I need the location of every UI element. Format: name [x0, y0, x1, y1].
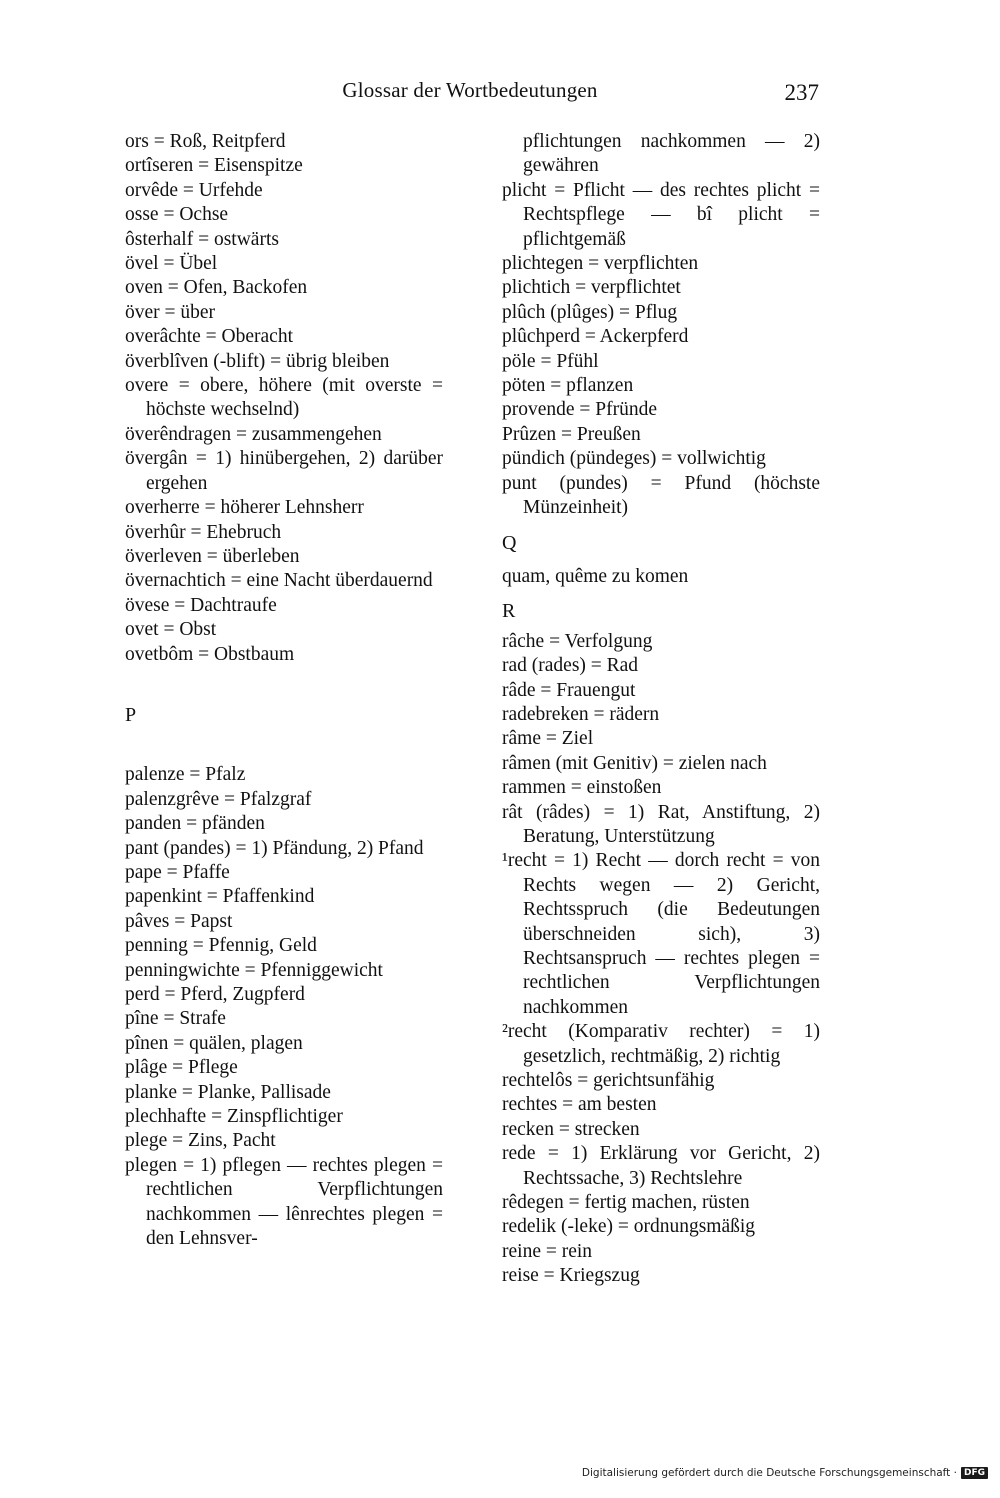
glossary-entry: papenkint = Pfaffenkind [125, 886, 315, 908]
glossary-entry: palenze = Pfalz [125, 764, 246, 786]
glossary-entry: plechhafte = Zinspflichtiger [125, 1106, 343, 1128]
glossary-entry: panden = pfänden [125, 813, 265, 835]
glossary-entry: ortîseren = Eisenspitze [125, 155, 303, 177]
glossary-entry: pape = Pfaffe [125, 861, 230, 883]
glossary-entry: redelik (-leke) = ordnungsmäßig [502, 1216, 756, 1238]
section-letter-heading: R [502, 600, 516, 623]
glossary-entry: rechtelôs = gerichtsunfähig [502, 1070, 715, 1092]
glossary-entry: rât (râdes) = 1) Rat, Anstiftung, 2) Beratung, Unterstützung [502, 801, 820, 847]
glossary-entry: rammen = einstoßen [502, 777, 662, 799]
glossary-entry: penning = Pfennig, Geld [125, 935, 317, 957]
glossary-entry: pâves = Papst [125, 910, 233, 932]
glossary-entry: plâge = Pflege [125, 1057, 238, 1079]
glossary-entry: plegen = 1) pflegen — rechtes plegen = rechtlichen Verpflichtungen nachkommen — lênrechtes plegen = den Lehnsver- [125, 1154, 443, 1250]
dfg-logo: DFG [961, 1467, 988, 1479]
glossary-entry: plicht = Pflicht — des rechtes plicht = Rechtspflege — bî plicht = pflichtgemäß [502, 179, 820, 250]
running-header-title: Glossar der Wortbedeutungen [342, 78, 598, 102]
glossary-entry: överêndragen = zusammengehen [125, 423, 382, 445]
glossary-entry: reise = Kriegszug [502, 1265, 640, 1287]
glossary-entry: plûch (plûges) = Pflug [502, 301, 678, 323]
glossary-entry: övernachtich = eine Nacht überdauernd [125, 570, 433, 592]
glossary-entry: râche = Verfolgung [502, 630, 653, 652]
glossary-entry: overâchte = Oberacht [125, 326, 293, 348]
footer-credit-text: Digitalisierung gefördert durch die Deutsche Forschungsgemeinschaft · [581, 1467, 957, 1479]
glossary-entry: osse = Ochse [125, 204, 229, 226]
glossary-entry: överblîven (-blift) = übrig bleiben [125, 350, 390, 372]
glossary-entry: reine = rein [502, 1240, 593, 1262]
glossary-entry: plege = Zins, Pacht [125, 1130, 276, 1152]
glossary-entry: ¹recht = 1) Recht — dorch recht = von Rechts wegen — 2) Gericht, Rechtsspruch (die Bedeutungen überschneiden sich), 3) Rechtsanspruch — rechtes plegen = rechtlichen Verpflichtungen nachkommen [502, 850, 820, 1018]
glossary-entry: övel = Übel [125, 253, 218, 275]
glossary-entry: överleven = überleben [125, 545, 300, 567]
glossary-entry: oven = Ofen, Backofen [125, 277, 308, 299]
section-letter-heading: P [125, 703, 137, 726]
glossary-entry: pöten = pflanzen [502, 375, 634, 397]
glossary-entry: plûchperd = Ackerpferd [502, 326, 689, 348]
glossary-entry: overe = obere, höhere (mit overste = höchste wechselnd) [125, 375, 443, 421]
glossary-entry: perd = Pferd, Zugpferd [125, 984, 305, 1005]
glossary-entry: rad (rades) = Rad [502, 655, 639, 677]
glossary-column-right [502, 130, 820, 1289]
glossary-entry: över = über [125, 301, 216, 323]
glossary-entry: övergân = 1) hinübergehen, 2) darüber ergehen [125, 448, 443, 494]
glossary-entry: quam, quême zu komen [502, 565, 689, 587]
glossary-entry: planke = Planke, Pallisade [125, 1081, 331, 1103]
glossary-entry: pînen = quälen, plagen [125, 1032, 303, 1054]
glossary-entry: râme = Ziel [502, 728, 594, 750]
glossary-entry: Prûzen = Preußen [502, 423, 641, 445]
glossary-entry: palenzgrêve = Pfalzgraf [125, 788, 312, 810]
section-letter-heading: Q [502, 531, 517, 554]
glossary-entry: överhûr = Ehebruch [125, 521, 282, 543]
glossary-entry: overherre = höherer Lehnsherr [125, 497, 364, 519]
glossary-entry: plichtegen = verpflichten [502, 253, 699, 275]
glossary-entry: recken = strecken [502, 1118, 640, 1140]
glossary-entry: pîne = Strafe [125, 1008, 226, 1030]
digitization-footer [582, 1467, 988, 1479]
glossary-entry: orvêde = Urfehde [125, 179, 263, 201]
glossary-entry: rêdegen = fertig machen, rüsten [502, 1192, 750, 1214]
glossary-entry: pündich (pündeges) = vollwichtig [502, 448, 766, 470]
glossary-entry-continuation: pflichtungen nachkommen — 2) gewähren [523, 131, 820, 177]
glossary-entry: râde = Frauengut [502, 679, 636, 701]
glossary-entry: pöle = Pfühl [502, 350, 599, 372]
glossary-entry: ²recht (Komparativ rechter) = 1) gesetzlich, rechtmäßig, 2) richtig [502, 1021, 820, 1067]
glossary-entry: ors = Roß, Reitpferd [125, 131, 286, 152]
glossary-entry: övese = Dachtraufe [125, 594, 277, 616]
glossary-entry: penningwichte = Pfenniggewicht [125, 959, 383, 981]
glossary-entry: râmen (mit Genitiv) = zielen nach [502, 752, 767, 774]
glossary-entry: ovet = Obst [125, 619, 217, 641]
glossary-entry: rede = 1) Erklärung vor Gericht, 2) Rechtssache, 3) Rechtslehre [502, 1143, 820, 1189]
glossary-entry: radebreken = rädern [502, 703, 660, 725]
glossary-column-left [125, 130, 443, 1251]
glossary-entry: pant (pandes) = 1) Pfändung, 2) Pfand [125, 837, 424, 859]
glossary-entry: punt (pundes) = Pfund (höchste Münzeinheit) [502, 472, 820, 519]
glossary-entry: provende = Pfründe [502, 399, 658, 421]
page-number: 237 [784, 80, 819, 105]
glossary-entry: ovetbôm = Obstbaum [125, 643, 295, 665]
glossary-entry: ôsterhalf = ostwärts [125, 228, 279, 250]
glossary-entry: plichtich = verpflichtet [502, 277, 681, 299]
glossary-entry: rechtes = am besten [502, 1094, 657, 1116]
